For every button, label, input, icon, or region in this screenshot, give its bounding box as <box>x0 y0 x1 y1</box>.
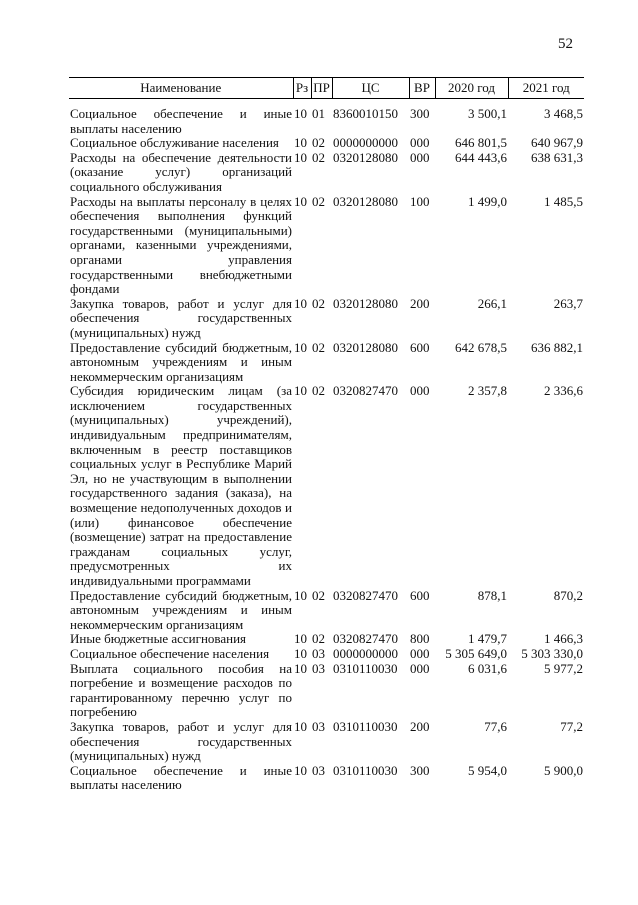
row-vr: 000 <box>410 135 430 151</box>
row-rz: 10 <box>294 149 307 165</box>
table-row <box>69 99 584 137</box>
table-row <box>69 662 584 720</box>
row-vr: 000 <box>410 149 430 165</box>
row-rz: 10 <box>294 660 307 676</box>
table-row <box>69 136 584 151</box>
row-name: Социальное обеспечение и иные выплаты населению <box>70 106 292 136</box>
row-name: Расходы на обеспечение деятельности (оказание услуг) организаций социального обслуживания <box>70 149 292 194</box>
row-name: Предоставление субсидий бюджетным, автономным учреждениям и иным некоммерческим организациям <box>70 339 292 384</box>
table-row <box>69 195 584 297</box>
row-name: Иные бюджетные ассигнования <box>70 631 247 647</box>
row-amount-2020: 878,1 <box>477 587 507 603</box>
row-pr: 02 <box>312 193 325 209</box>
row-vr: 600 <box>410 587 430 603</box>
row-name: Закупка товаров, работ и услуг для обеспечения государственных (муниципальных) нужд <box>70 295 292 340</box>
column-header-pr: ПР <box>311 78 332 99</box>
row-cs: 0320827470 <box>333 587 398 603</box>
column-header-2020: 2020 год <box>435 78 508 99</box>
row-rz: 10 <box>294 762 307 778</box>
row-name: Выплата социального пособия на погребение и возмещение расходов по гарантированному перечню услуг по погребению <box>70 660 292 720</box>
row-pr: 02 <box>312 135 325 151</box>
row-cs: 0310110030 <box>333 718 398 734</box>
row-amount-2020: 644 443,6 <box>455 149 507 165</box>
row-vr: 300 <box>410 106 430 121</box>
row-rz: 10 <box>294 587 307 603</box>
row-cs: 0000000000 <box>333 645 398 661</box>
row-cs: 8360010150 <box>333 106 398 121</box>
row-pr: 03 <box>312 762 325 778</box>
page-number: 52 <box>558 36 573 52</box>
row-cs: 0310110030 <box>333 660 398 676</box>
row-amount-2021: 1 466,3 <box>544 631 583 647</box>
row-pr: 02 <box>312 383 325 399</box>
row-amount-2020: 5 954,0 <box>468 762 507 778</box>
row-amount-2021: 640 967,9 <box>531 135 583 151</box>
row-amount-2021: 638 631,3 <box>531 149 583 165</box>
row-vr: 600 <box>410 339 430 355</box>
row-amount-2021: 5 303 330,0 <box>521 645 583 661</box>
row-amount-2021: 2 336,6 <box>544 383 583 399</box>
row-pr: 02 <box>312 295 325 311</box>
row-amount-2021: 77,2 <box>560 718 583 734</box>
table-row <box>69 341 584 385</box>
row-amount-2020: 642 678,5 <box>455 339 507 355</box>
row-pr: 03 <box>312 660 325 676</box>
row-amount-2021: 870,2 <box>553 587 583 603</box>
row-amount-2021: 5 977,2 <box>544 660 583 676</box>
row-vr: 300 <box>410 762 430 778</box>
row-name: Социальное обеспечение и иные выплаты населению <box>70 762 292 793</box>
row-name: Социальное обеспечение населения <box>70 645 270 661</box>
row-rz: 10 <box>294 645 307 661</box>
row-cs: 0320827470 <box>333 383 398 399</box>
column-header-vr: ВР <box>409 78 435 99</box>
column-header-rz: Рз <box>293 78 311 99</box>
row-amount-2020: 3 500,1 <box>468 106 507 121</box>
row-rz: 10 <box>294 383 307 399</box>
row-vr: 800 <box>410 631 430 647</box>
row-cs: 0320128080 <box>333 149 398 165</box>
row-pr: 02 <box>312 631 325 647</box>
row-amount-2021: 263,7 <box>553 295 583 311</box>
table-header-row <box>69 78 584 99</box>
row-rz: 10 <box>294 631 307 647</box>
row-amount-2021: 636 882,1 <box>531 339 583 355</box>
row-amount-2020: 1 499,0 <box>468 193 507 209</box>
row-pr: 01 <box>312 106 325 121</box>
row-cs: 0000000000 <box>333 135 398 151</box>
row-rz: 10 <box>294 106 307 121</box>
row-vr: 000 <box>410 645 430 661</box>
row-amount-2020: 77,6 <box>484 718 507 734</box>
row-rz: 10 <box>294 135 307 151</box>
column-header-cs: ЦС <box>332 78 409 99</box>
table-row <box>69 764 584 793</box>
row-amount-2020: 1 479,7 <box>468 631 507 647</box>
row-rz: 10 <box>294 718 307 734</box>
row-amount-2021: 3 468,5 <box>544 106 583 121</box>
table-row <box>69 720 584 764</box>
row-cs: 0320827470 <box>333 631 398 647</box>
row-amount-2021: 1 485,5 <box>544 193 583 209</box>
row-name: Закупка товаров, работ и услуг для обеспечения государственных (муниципальных) нужд <box>70 718 292 764</box>
table-row <box>69 297 584 341</box>
row-amount-2020: 6 031,6 <box>468 660 507 676</box>
row-cs: 0320128080 <box>333 339 398 355</box>
table-row <box>69 589 584 633</box>
row-rz: 10 <box>294 295 307 311</box>
row-pr: 03 <box>312 718 325 734</box>
row-cs: 0320128080 <box>333 295 398 311</box>
row-vr: 200 <box>410 295 430 311</box>
column-header-2021: 2021 год <box>508 78 584 99</box>
table-body <box>69 99 584 793</box>
table-row <box>69 151 584 195</box>
row-cs: 0320128080 <box>333 193 398 209</box>
row-vr: 100 <box>410 193 430 209</box>
row-rz: 10 <box>294 193 307 209</box>
row-name: Социальное обслуживание населения <box>70 135 279 151</box>
row-cs: 0310110030 <box>333 762 398 778</box>
row-pr: 03 <box>312 645 325 661</box>
row-pr: 02 <box>312 587 325 603</box>
row-pr: 02 <box>312 339 325 355</box>
row-vr: 000 <box>410 660 430 676</box>
budget-table <box>69 77 584 793</box>
row-amount-2020: 5 305 649,0 <box>445 645 507 661</box>
table-row <box>69 647 584 662</box>
row-name: Предоставление субсидий бюджетным, автономным учреждениям и иным некоммерческим организациям <box>70 587 292 632</box>
row-amount-2020: 2 357,8 <box>468 383 507 399</box>
row-amount-2020: 266,1 <box>477 295 507 311</box>
row-name: Субсидия юридическим лицам (за исключением государственных (муниципальных) учреждений), индивидуальным предпринимателям, включенным в реестр поставщиков социальных услуг в Республике Марий Эл, но не участвующим в выполнении государственного задания (заказа), на возмещение недополученных доходов и (или) финансовое обеспечение (возмещение) затрат на предоставление гражданам социальных услуг, предусмотренных их индивидуальными программами <box>70 383 292 588</box>
column-header-name: Наименование <box>69 78 293 99</box>
row-pr: 02 <box>312 149 325 165</box>
row-rz: 10 <box>294 339 307 355</box>
table-row <box>69 632 584 647</box>
row-amount-2020: 646 801,5 <box>455 135 507 151</box>
row-name: Расходы на выплаты персоналу в целях обеспечения выполнения функций государственными (муниципальными) органами, казенными учреждениями, органами управления государственными внебюджетными фондами <box>70 193 292 297</box>
table-row <box>69 384 584 588</box>
row-vr: 000 <box>410 383 430 399</box>
row-vr: 200 <box>410 718 430 734</box>
row-amount-2021: 5 900,0 <box>544 762 583 778</box>
